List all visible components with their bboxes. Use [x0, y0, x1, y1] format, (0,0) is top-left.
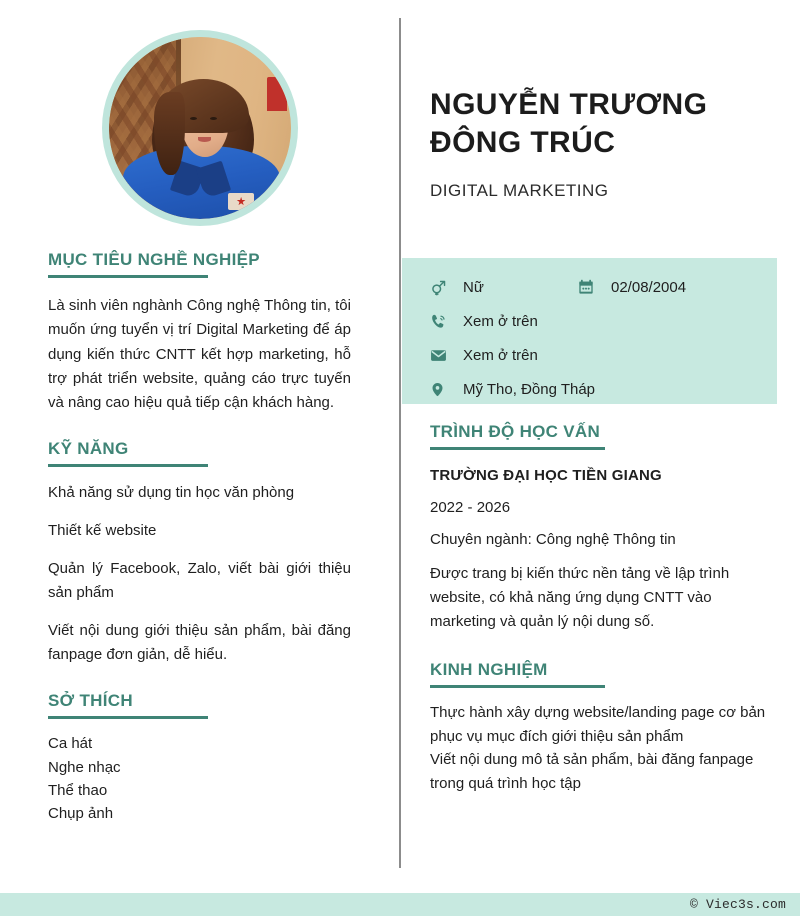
- contact-row-gender-birthday: [430, 270, 777, 304]
- education-major: Chuyên ngành: Công nghệ Thông tin: [430, 531, 676, 548]
- skills-list: [48, 481, 351, 667]
- education-school: TRƯỜNG ĐẠI HỌC TIỀN GIANG: [430, 467, 662, 484]
- education-description: Được trang bị kiến thức nền tảng về lập trình website, có khả năng ứng dụng CNTT vào marketing và quản lý nội dung số.: [430, 565, 730, 630]
- footer-copyright: © Viec3s.com: [689, 897, 786, 912]
- photo-shirt-badge: [228, 193, 254, 210]
- footer-bar: [0, 893, 800, 916]
- contact-row-phone: [430, 304, 777, 338]
- right-column: [402, 0, 800, 893]
- job-title: DIGITAL MARKETING: [430, 180, 609, 200]
- photo-mouth: [198, 137, 211, 142]
- list-item: Ca hát: [48, 735, 93, 753]
- contact-row-email: [430, 338, 777, 372]
- contact-gender-value: Nữ: [463, 278, 484, 296]
- objective-heading: MỤC TIÊU NGHỀ NGHIỆP: [48, 250, 260, 269]
- list-item: Thể thao: [48, 781, 108, 799]
- contact-birthday: [578, 279, 686, 296]
- objective-heading-rule: [48, 275, 208, 278]
- name-block: [402, 0, 800, 201]
- location-pin-icon: [430, 381, 452, 398]
- column-divider: [399, 18, 401, 868]
- contact-location: [430, 381, 595, 398]
- photo-red-sign: [267, 77, 287, 111]
- education-heading: TRÌNH ĐỘ HỌC VẤN: [430, 422, 601, 441]
- calendar-icon: [578, 279, 600, 295]
- experience-line-1: Thực hành xây dựng website/landing page cơ bản phục vụ mục đích giới thiệu sản phẩm: [430, 704, 766, 745]
- profile-photo: [102, 30, 298, 226]
- page-title: [430, 86, 730, 163]
- left-column: [0, 0, 399, 893]
- experience-heading-rule: [430, 685, 605, 688]
- experience-line-2: Viết nội dung mô tả sản phẩm, bài đăng fanpage trong quá trình học tập: [430, 751, 754, 793]
- contact-gender: [430, 279, 578, 296]
- list-item: Thiết kế website: [48, 522, 157, 540]
- contact-row-location: [430, 372, 777, 406]
- phone-icon: [430, 313, 452, 330]
- objective-text: Là sinh viên nghành Công nghệ Thông tin, tôi muốn ứng tuyển vị trí Digital Marketing để áp dụng kiến thức CNTT kết hợp marketing, hỗ trợ phát triển website, quảng cáo trực tuyến và nâng cao hiệu quả tiếp cận khách hàng.: [48, 297, 351, 412]
- contact-phone-value: Xem ở trên: [463, 312, 538, 330]
- contact-panel: [402, 258, 777, 404]
- full-name-line1: NGUYỄN TRƯƠNG: [430, 88, 708, 121]
- profile-photo-wrapper: [48, 30, 351, 226]
- section-objective: [48, 250, 351, 415]
- contact-phone[interactable]: [430, 313, 538, 330]
- list-item: Khả năng sử dụng tin học văn phòng: [48, 484, 295, 502]
- contact-email[interactable]: [430, 347, 538, 364]
- contact-email-value: Xem ở trên: [463, 346, 538, 364]
- list-item: Quản lý Facebook, Zalo, viết bài giới thiệu sản phẩm: [48, 560, 351, 602]
- gender-icon: [430, 279, 452, 296]
- list-item: Viết nội dung giới thiệu sản phẩm, bài đăng fanpage đơn giản, dễ hiểu.: [48, 622, 351, 664]
- list-item: Chụp ảnh: [48, 805, 114, 823]
- contact-location-value: Mỹ Tho, Đồng Tháp: [463, 380, 596, 398]
- skills-heading: KỸ NĂNG: [48, 439, 129, 459]
- hobbies-list: [48, 732, 351, 825]
- education-heading-rule: [430, 447, 605, 450]
- section-education: [430, 422, 778, 634]
- section-hobbies: [48, 691, 351, 825]
- section-experience: [430, 660, 778, 796]
- full-name-line2: ĐÔNG TRÚC: [430, 126, 616, 160]
- section-skills: [48, 439, 351, 667]
- experience-heading: KINH NGHIỆM: [430, 660, 548, 679]
- email-icon: [430, 347, 452, 364]
- list-item: Nghe nhạc: [48, 758, 121, 776]
- right-sections: [430, 422, 778, 796]
- hobbies-heading-rule: [48, 716, 208, 719]
- profile-photo-image: [109, 37, 291, 219]
- hobbies-heading: SỞ THÍCH: [48, 691, 133, 711]
- photo-hair-side: [154, 92, 185, 176]
- contact-birthday-value: 02/08/2004: [611, 278, 687, 296]
- education-years: 2022 - 2026: [430, 499, 511, 516]
- skills-heading-rule: [48, 464, 208, 467]
